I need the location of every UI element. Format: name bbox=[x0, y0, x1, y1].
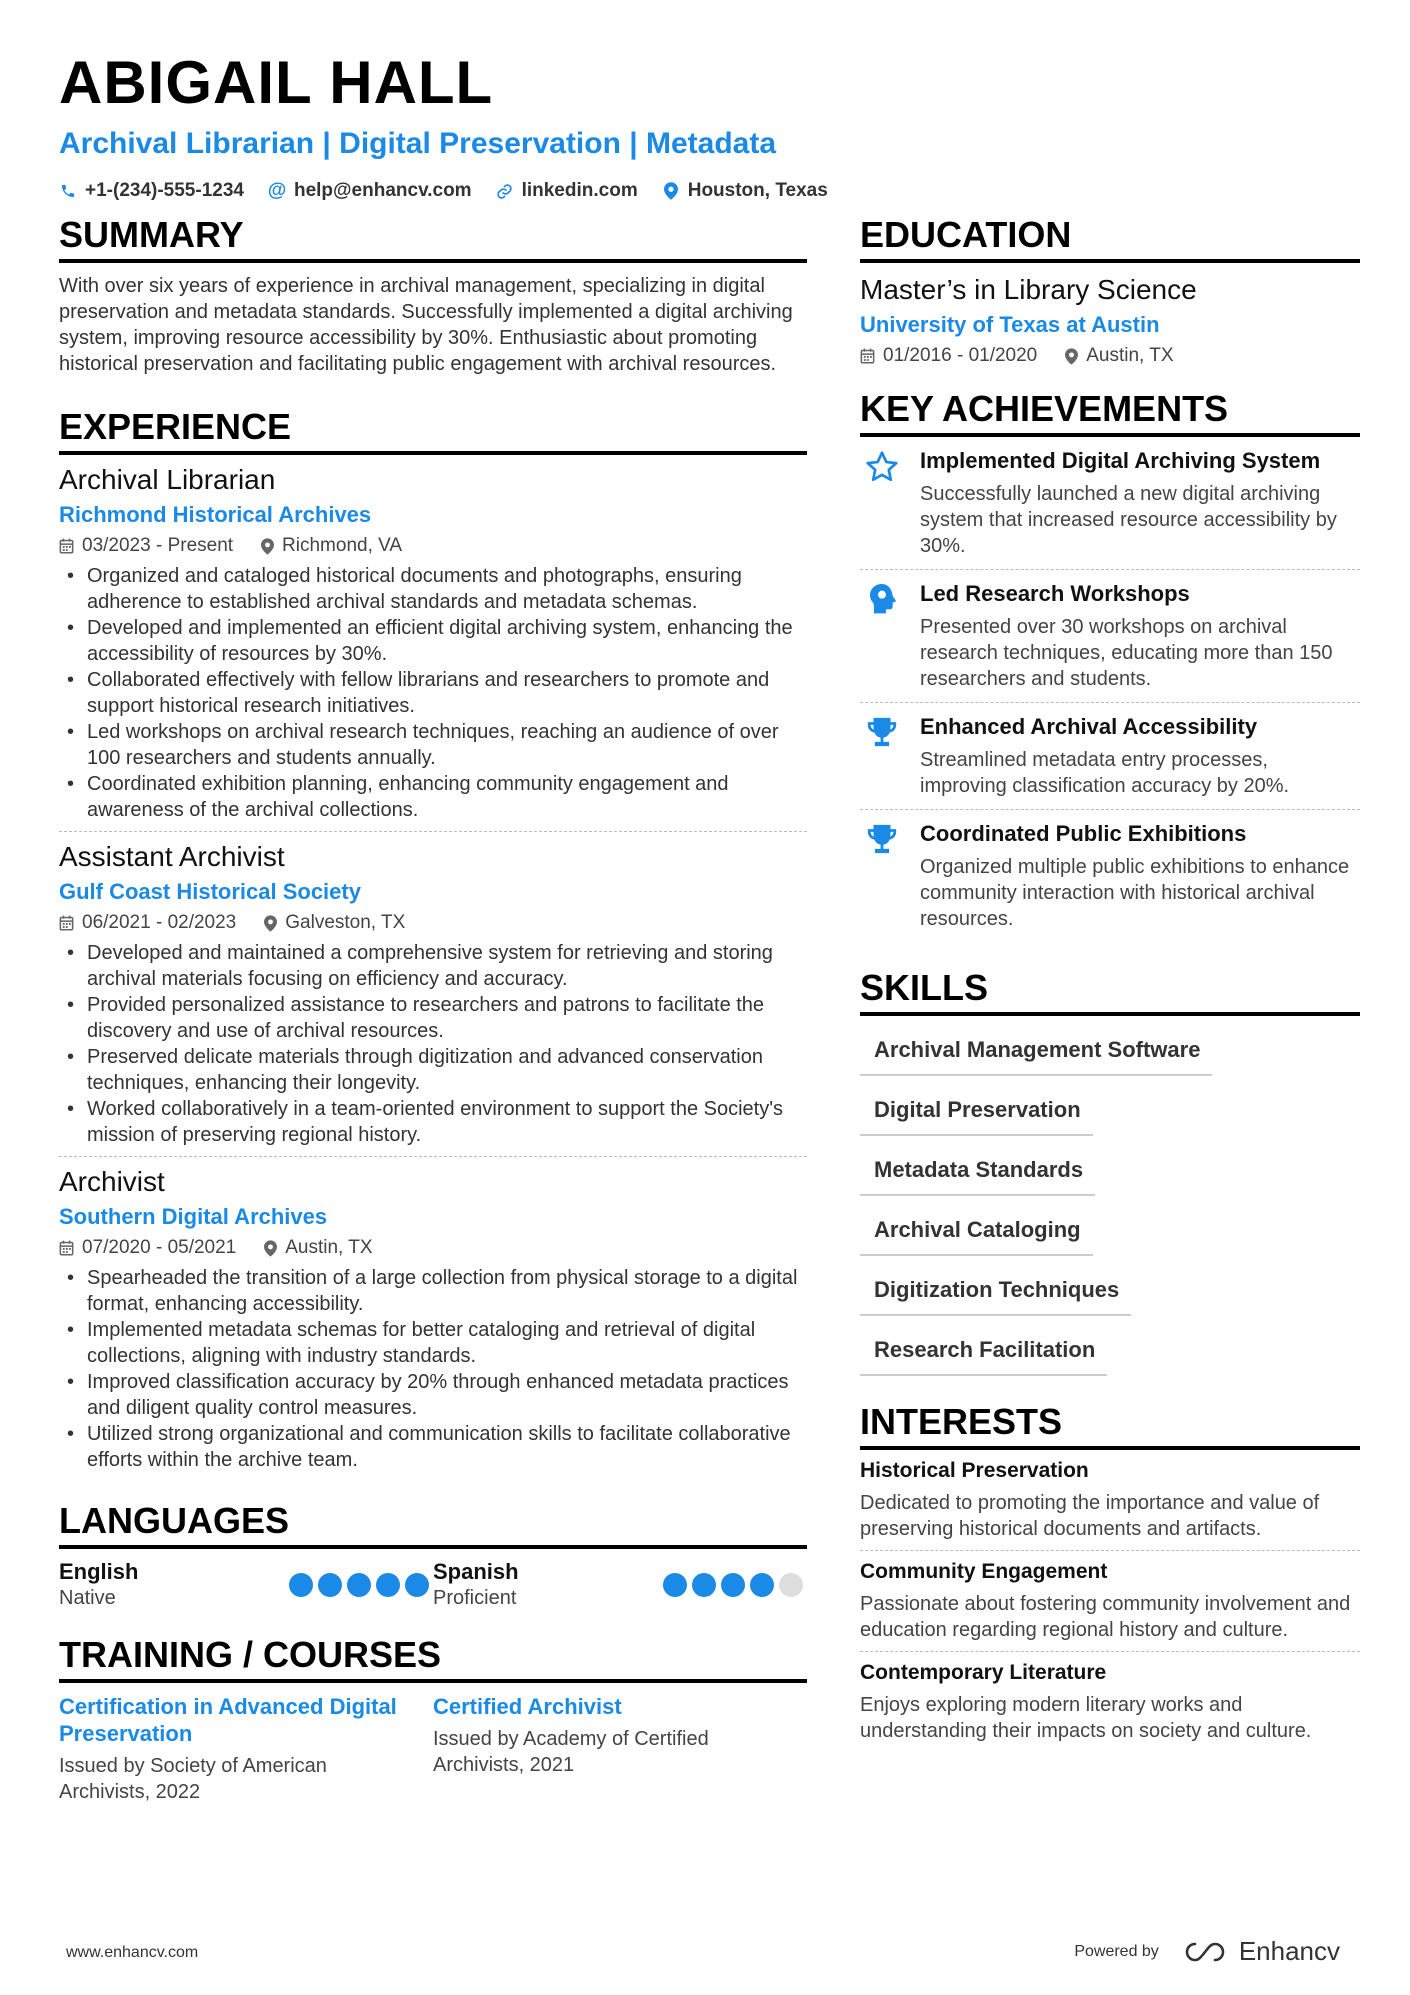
experience-section bbox=[59, 407, 807, 1481]
footer-branding bbox=[1074, 1936, 1340, 1967]
job-bullet: • Developed and maintained a comprehensive system for retrieving and storing archival materials focusing on efficiency and accuracy. bbox=[59, 940, 807, 992]
job-bullets bbox=[59, 940, 807, 1148]
education-degree: Master’s in Library Science bbox=[860, 274, 1197, 305]
job-dates bbox=[59, 1235, 236, 1261]
job-bullet: • Preserved delicate materials through digitization and advanced conservation techniques, enhancing their longevity. bbox=[59, 1044, 807, 1096]
rating-dot-filled bbox=[289, 1573, 313, 1597]
education-school: University of Texas at Austin bbox=[860, 312, 1160, 337]
job-bullet: • Led workshops on archival research techniques, reaching an audience of over 100 researchers and students annually. bbox=[59, 719, 807, 771]
achievement-item bbox=[860, 437, 1360, 570]
education-heading: EDUCATION bbox=[860, 215, 1360, 263]
summary-heading: SUMMARY bbox=[59, 215, 807, 263]
powered-by-text: Powered by bbox=[1074, 1942, 1159, 1960]
job-bullets bbox=[59, 563, 807, 823]
summary-text: With over six years of experience in archival management, specializing in digital preservation and metadata standards. Successfully implemented a digital archiving system, improving resource accessibility by 30%. Enthusiastic about promoting historical preservation and facilitating public engagement with archival resources. bbox=[59, 275, 793, 375]
interest-title: Community Engagement bbox=[860, 1560, 1108, 1583]
job-location bbox=[261, 533, 402, 559]
job-company: Gulf Coast Historical Society bbox=[59, 879, 361, 904]
job-dates bbox=[59, 533, 233, 559]
job-title: Archivist bbox=[59, 1166, 165, 1197]
job-title: Archival Librarian bbox=[59, 464, 276, 495]
location-pin-icon bbox=[662, 182, 680, 200]
calendar-icon bbox=[59, 538, 74, 554]
rating-dot-filled bbox=[318, 1573, 342, 1597]
skill-tag: Digital Preservation bbox=[860, 1084, 1093, 1136]
rating-dot-filled bbox=[721, 1573, 745, 1597]
interests-section bbox=[860, 1402, 1360, 1752]
contact-bar bbox=[59, 180, 1359, 202]
education-meta bbox=[860, 343, 1360, 369]
job-bullet: • Utilized strong organizational and communication skills to facilitate collaborative efforts within the archive team. bbox=[59, 1421, 807, 1473]
contact-linkedin[interactable] bbox=[496, 180, 638, 202]
job-bullets bbox=[59, 1265, 807, 1473]
summary-section bbox=[59, 215, 807, 377]
achievements-section bbox=[860, 389, 1360, 942]
education-dates-text: 01/2016 - 01/2020 bbox=[883, 345, 1038, 366]
interest-item bbox=[860, 1450, 1360, 1551]
job-dates-text: 03/2023 - Present bbox=[82, 535, 234, 556]
rating-dot-filled bbox=[750, 1573, 774, 1597]
job-company: Richmond Historical Archives bbox=[59, 502, 372, 527]
interest-title: Contemporary Literature bbox=[860, 1661, 1107, 1684]
footer-website[interactable]: www.enhancv.com bbox=[66, 1944, 199, 1961]
language-name: Spanish bbox=[433, 1559, 519, 1584]
interest-item bbox=[860, 1652, 1360, 1752]
location-pin-icon bbox=[264, 915, 277, 932]
job-location-text: Galveston, TX bbox=[285, 912, 406, 933]
location-pin-icon bbox=[264, 1240, 277, 1257]
location-text: Houston, Texas bbox=[687, 180, 828, 201]
achievement-desc: Successfully launched a new digital archiving system that increased resource accessibility by 30%. bbox=[920, 483, 1337, 557]
enhancv-logo-icon bbox=[1183, 1940, 1229, 1964]
job-meta bbox=[59, 910, 807, 936]
job-entry bbox=[59, 455, 807, 832]
job-location bbox=[264, 910, 405, 936]
achievements-heading: KEY ACHIEVEMENTS bbox=[860, 389, 1360, 437]
achievement-item bbox=[860, 810, 1360, 942]
skills-heading: SKILLS bbox=[860, 968, 1360, 1016]
education-location bbox=[1065, 343, 1173, 369]
right-column bbox=[860, 215, 1360, 1752]
job-bullet: • Coordinated exhibition planning, enhancing community engagement and awareness of the archival collections. bbox=[59, 771, 807, 823]
experience-heading: EXPERIENCE bbox=[59, 407, 807, 455]
language-rating bbox=[663, 1573, 803, 1597]
calendar-icon bbox=[59, 1240, 74, 1256]
education-dates bbox=[860, 343, 1037, 369]
job-dates-text: 07/2020 - 05/2021 bbox=[82, 1237, 237, 1258]
languages-section bbox=[59, 1501, 807, 1611]
languages-row bbox=[59, 1559, 807, 1611]
job-bullet: • Collaborated effectively with fellow librarians and researchers to promote and support historical research initiatives. bbox=[59, 667, 807, 719]
job-bullet: • Spearheaded the transition of a large collection from physical storage to a digital format, enhancing accessibility. bbox=[59, 1265, 807, 1317]
skills-section bbox=[860, 968, 1360, 1376]
link-icon bbox=[496, 182, 514, 200]
skill-tag: Archival Cataloging bbox=[860, 1204, 1093, 1256]
calendar-icon bbox=[860, 348, 875, 364]
rating-dot-filled bbox=[347, 1573, 371, 1597]
star-icon bbox=[860, 447, 904, 559]
linkedin-text: linkedin.com bbox=[521, 180, 638, 201]
interest-title: Historical Preservation bbox=[860, 1459, 1089, 1482]
training-item bbox=[433, 1693, 807, 1805]
job-bullet: • Worked collaboratively in a team-oriented environment to support the Society's mission of preserving regional history. bbox=[59, 1096, 807, 1148]
training-row bbox=[59, 1693, 807, 1805]
training-issuer: Issued by Academy of Certified Archivists, 2021 bbox=[433, 1728, 709, 1776]
training-title: Certified Archivist bbox=[433, 1694, 622, 1719]
resume-header bbox=[59, 50, 1359, 202]
skill-tag: Metadata Standards bbox=[860, 1144, 1095, 1196]
language-name: English bbox=[59, 1559, 139, 1584]
rating-dot-filled bbox=[376, 1573, 400, 1597]
education-section bbox=[860, 215, 1360, 369]
trophy-icon bbox=[860, 820, 904, 932]
job-bullet: • Developed and implemented an efficient digital archiving system, enhancing the accessibility of resources by 30%. bbox=[59, 615, 807, 667]
skill-tag: Digitization Techniques bbox=[860, 1264, 1131, 1316]
job-meta bbox=[59, 533, 807, 559]
head-icon bbox=[860, 580, 904, 692]
left-column bbox=[59, 215, 807, 1805]
rating-dot-filled bbox=[692, 1573, 716, 1597]
phone-icon bbox=[59, 182, 77, 200]
job-location bbox=[264, 1235, 372, 1261]
trophy-icon bbox=[860, 713, 904, 799]
achievement-title: Led Research Workshops bbox=[920, 581, 1190, 606]
phone-text: +1-(234)-555-1234 bbox=[85, 180, 244, 201]
language-rating bbox=[289, 1573, 429, 1597]
training-section bbox=[59, 1635, 807, 1805]
location-pin-icon bbox=[261, 538, 274, 555]
interest-desc: Enjoys exploring modern literary works and understanding their impacts on society and culture. bbox=[860, 1694, 1312, 1742]
achievement-item bbox=[860, 570, 1360, 703]
job-entry bbox=[59, 832, 807, 1157]
training-heading: TRAINING / COURSES bbox=[59, 1635, 807, 1683]
achievement-desc: Streamlined metadata entry processes, improving classification accuracy by 20%. bbox=[920, 749, 1290, 797]
interest-desc: Dedicated to promoting the importance and value of preserving historical documents and artifacts. bbox=[860, 1492, 1320, 1540]
location-pin-icon bbox=[1065, 348, 1078, 365]
language-level: Native bbox=[59, 1587, 116, 1609]
job-title: Assistant Archivist bbox=[59, 841, 285, 872]
education-entry bbox=[860, 273, 1360, 369]
job-dates bbox=[59, 910, 236, 936]
training-title: Certification in Advanced Digital Preservation bbox=[59, 1694, 397, 1746]
calendar-icon bbox=[59, 915, 74, 931]
job-bullet: • Provided personalized assistance to researchers and patrons to facilitate the discovery and use of archival resources. bbox=[59, 992, 807, 1044]
achievement-desc: Organized multiple public exhibitions to enhance community interaction with historical archival resources. bbox=[920, 856, 1350, 930]
brand-name: Enhancv bbox=[1238, 1936, 1340, 1966]
candidate-name: ABIGAIL HALL bbox=[59, 49, 494, 116]
language-item bbox=[59, 1559, 433, 1611]
achievement-desc: Presented over 30 workshops on archival research techniques, educating more than 150 researchers and students. bbox=[920, 616, 1333, 690]
job-location-text: Richmond, VA bbox=[282, 535, 403, 556]
achievement-title: Enhanced Archival Accessibility bbox=[920, 714, 1258, 739]
education-location-text: Austin, TX bbox=[1086, 345, 1174, 366]
job-location-text: Austin, TX bbox=[285, 1237, 373, 1258]
achievement-item bbox=[860, 703, 1360, 810]
rating-dot-filled bbox=[663, 1573, 687, 1597]
contact-location bbox=[662, 180, 828, 202]
achievement-title: Coordinated Public Exhibitions bbox=[920, 821, 1247, 846]
interest-desc: Passionate about fostering community involvement and education regarding regional history and culture. bbox=[860, 1593, 1351, 1641]
job-bullet: • Organized and cataloged historical documents and photographs, ensuring adherence to established archival standards and metadata schemas. bbox=[59, 563, 807, 615]
job-bullet: • Improved classification accuracy by 20% through enhanced metadata practices and diligent quality control measures. bbox=[59, 1369, 807, 1421]
interest-item bbox=[860, 1551, 1360, 1652]
contact-phone[interactable] bbox=[59, 180, 244, 202]
language-item bbox=[433, 1559, 807, 1611]
rating-dot-filled bbox=[405, 1573, 429, 1597]
at-icon: @ bbox=[267, 180, 287, 201]
skill-tag: Research Facilitation bbox=[860, 1324, 1107, 1376]
language-level: Proficient bbox=[433, 1587, 517, 1609]
job-bullet: • Implemented metadata schemas for better cataloging and retrieval of digital collections, aligning with industry standards. bbox=[59, 1317, 807, 1369]
skill-tag: Archival Management Software bbox=[860, 1024, 1212, 1076]
training-item bbox=[59, 1693, 433, 1805]
training-issuer: Issued by Society of American Archivists, 2022 bbox=[59, 1755, 327, 1803]
interests-heading: INTERESTS bbox=[860, 1402, 1360, 1450]
contact-email[interactable] bbox=[268, 180, 472, 202]
job-dates-text: 06/2021 - 02/2023 bbox=[82, 912, 237, 933]
rating-dot-empty bbox=[779, 1573, 803, 1597]
email-text: help@enhancv.com bbox=[293, 180, 472, 201]
brand-logo[interactable] bbox=[1183, 1936, 1340, 1967]
achievement-title: Implemented Digital Archiving System bbox=[920, 448, 1321, 473]
languages-heading: LANGUAGES bbox=[59, 1501, 807, 1549]
job-company: Southern Digital Archives bbox=[59, 1204, 328, 1229]
job-meta bbox=[59, 1235, 807, 1261]
candidate-subtitle: Archival Librarian | Digital Preservation | Metadata bbox=[59, 127, 777, 160]
job-entry bbox=[59, 1157, 807, 1481]
